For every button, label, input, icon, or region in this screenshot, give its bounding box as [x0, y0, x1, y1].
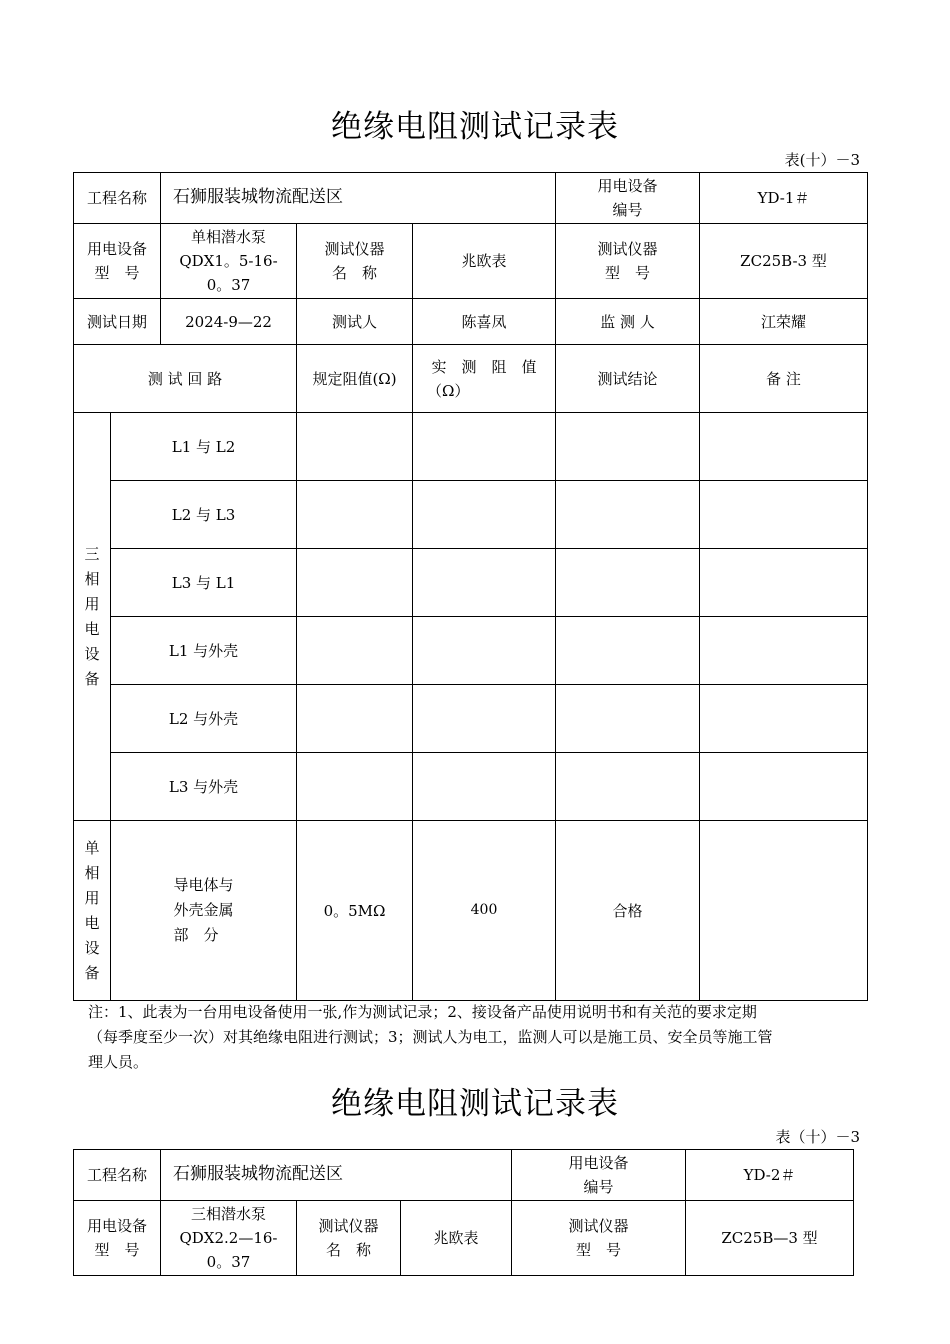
- table-row: [74, 481, 868, 549]
- header-measured-resistance: [413, 345, 556, 413]
- actual-cell: [413, 617, 556, 685]
- equipment-no-label: [556, 173, 700, 224]
- row-project: [74, 173, 868, 224]
- equipment-model-line3: 0。37: [206, 1253, 251, 1271]
- instrument-name-value: 兆欧表: [413, 224, 556, 299]
- circuit-cell: [111, 821, 297, 1001]
- instrument-name-label-line1: 测试仪器: [324, 240, 385, 258]
- page-title: 绝缘电阻测试记录表: [331, 109, 619, 145]
- spec-cell: [297, 685, 413, 753]
- equipment-model-value: [161, 1201, 297, 1276]
- single-circuit-line3: 部 分: [173, 926, 219, 944]
- conclusion-cell: [556, 413, 700, 481]
- actual-cell: [413, 753, 556, 821]
- conclusion-cell: [556, 617, 700, 685]
- footnote: [88, 1000, 868, 1075]
- instrument-model-label: [512, 1201, 686, 1276]
- instrument-name-label: [297, 1201, 401, 1276]
- form-reference-2: 表（十）－3: [775, 1128, 860, 1146]
- equipment-no-label-line1: 用电设备: [568, 1154, 629, 1172]
- instrument-name-label-line1: 测试仪器: [318, 1217, 379, 1235]
- footnote-line3: 理人员。: [88, 1053, 149, 1071]
- vertical-char: 相: [84, 569, 100, 588]
- actual-cell: [413, 549, 556, 617]
- header-measured-line1: 实 测 阻 值: [431, 357, 537, 376]
- vertical-char: 用: [84, 594, 100, 613]
- page-title-2: 绝缘电阻测试记录表: [331, 1086, 619, 1122]
- instrument-model-value: ZC25B—3 型: [686, 1201, 854, 1276]
- insulation-test-table: [73, 172, 868, 1001]
- vertical-char: 备: [84, 963, 100, 982]
- vertical-char: 三: [84, 544, 100, 563]
- test-date-label: 测试日期: [74, 299, 161, 345]
- table-row: [74, 753, 868, 821]
- project-value: 石狮服装城物流配送区: [161, 1150, 512, 1201]
- instrument-name-label: [297, 224, 413, 299]
- row-model: [74, 224, 868, 299]
- equipment-model-value: [161, 224, 297, 299]
- header-remark: 备 注: [700, 345, 868, 413]
- single-phase-group-label: [74, 821, 111, 1001]
- table-row: [74, 549, 868, 617]
- table-row: [74, 413, 868, 481]
- circuit-cell: L1 与外壳: [111, 617, 297, 685]
- equipment-model-line2: QDX2.2—16-: [179, 1229, 278, 1247]
- insulation-test-table-2: [73, 1149, 854, 1276]
- circuit-cell: L3 与 L1: [111, 549, 297, 617]
- monitor-value: 江荣耀: [700, 299, 868, 345]
- conclusion-cell: [556, 481, 700, 549]
- table-row: [74, 685, 868, 753]
- remark-cell: [700, 753, 868, 821]
- instrument-model-label-line1: 测试仪器: [568, 1217, 629, 1235]
- remark-cell: [700, 549, 868, 617]
- header-conclusion: 测试结论: [556, 345, 700, 413]
- instrument-model-label-line1: 测试仪器: [597, 240, 658, 258]
- equipment-model-label-line1: 用电设备: [86, 1217, 147, 1235]
- vertical-char: 设: [84, 644, 100, 663]
- vertical-char: 单: [84, 838, 100, 857]
- remark-cell: [700, 481, 868, 549]
- table-row: [74, 821, 868, 1001]
- equipment-model-label-line1: 用电设备: [87, 240, 148, 258]
- equipment-no-value: YD-1＃: [700, 173, 868, 224]
- equipment-model-label: [74, 224, 161, 299]
- header-measured-line2: （Ω）: [427, 381, 470, 400]
- project-value: 石狮服装城物流配送区: [161, 173, 556, 224]
- equipment-model-line1: 单相潜水泵: [191, 228, 267, 246]
- vertical-char: 相: [84, 863, 100, 882]
- conclusion-cell: [556, 753, 700, 821]
- circuit-cell: L2 与 L3: [111, 481, 297, 549]
- table-row: [74, 617, 868, 685]
- conclusion-cell: 合格: [556, 821, 700, 1001]
- row-project: [74, 1150, 854, 1201]
- vertical-char: 电: [84, 619, 100, 638]
- equipment-no-value: YD-2＃: [686, 1150, 854, 1201]
- conclusion-cell: [556, 549, 700, 617]
- equipment-no-label-line2: 编号: [612, 201, 643, 219]
- tester-value: 陈喜凤: [413, 299, 556, 345]
- form-reference: 表(十）－3: [784, 151, 860, 169]
- equipment-model-line2: QDX1。5-16-: [179, 252, 278, 270]
- single-circuit-line1: 导电体与: [173, 876, 234, 894]
- spec-cell: [297, 413, 413, 481]
- instrument-model-label-line2: 型 号: [605, 264, 651, 282]
- instrument-model-label-line2: 型 号: [575, 1241, 621, 1259]
- vertical-char: 电: [84, 913, 100, 932]
- instrument-name-label-line2: 名 称: [332, 264, 378, 282]
- equipment-model-line1: 三相潜水泵: [190, 1205, 266, 1223]
- vertical-char: 设: [84, 938, 100, 957]
- equipment-model-label-line2: 型 号: [94, 264, 140, 282]
- spec-cell: [297, 549, 413, 617]
- equipment-no-label-line1: 用电设备: [597, 177, 658, 195]
- row-column-headers: [74, 345, 868, 413]
- spec-cell: [297, 617, 413, 685]
- remark-cell: [700, 617, 868, 685]
- three-phase-group-label: [74, 413, 111, 821]
- actual-cell: [413, 481, 556, 549]
- instrument-model-label: [556, 224, 700, 299]
- equipment-model-label: [74, 1201, 161, 1276]
- instrument-model-value: ZC25B-3 型: [700, 224, 868, 299]
- vertical-char: 备: [84, 669, 100, 688]
- spec-cell: [297, 753, 413, 821]
- footnote-line1: 注：1、此表为一台用电设备使用一张,作为测试记录；2、接设备产品使用说明书和有关范的要求定期: [88, 1003, 757, 1021]
- equipment-model-line3: 0。37: [206, 276, 251, 294]
- equipment-model-label-line2: 型 号: [94, 1241, 140, 1259]
- tester-label: 测试人: [297, 299, 413, 345]
- row-model: [74, 1201, 854, 1276]
- circuit-cell: L2 与外壳: [111, 685, 297, 753]
- header-test-circuit: 测 试 回 路: [74, 345, 297, 413]
- instrument-name-value: 兆欧表: [401, 1201, 512, 1276]
- project-label: 工程名称: [74, 173, 161, 224]
- monitor-label: 监 测 人: [556, 299, 700, 345]
- remark-cell: [700, 821, 868, 1001]
- spec-cell: 0。5MΩ: [297, 821, 413, 1001]
- actual-cell: [413, 413, 556, 481]
- project-label: 工程名称: [74, 1150, 161, 1201]
- circuit-cell: L3 与外壳: [111, 753, 297, 821]
- test-date-value: 2024-9—22: [161, 299, 297, 345]
- spec-cell: [297, 481, 413, 549]
- remark-cell: [700, 413, 868, 481]
- circuit-cell: L1 与 L2: [111, 413, 297, 481]
- instrument-name-label-line2: 名 称: [325, 1241, 371, 1259]
- remark-cell: [700, 685, 868, 753]
- vertical-char: 用: [84, 888, 100, 907]
- actual-cell: [413, 685, 556, 753]
- row-date: [74, 299, 868, 345]
- header-specified-resistance: 规定阻值(Ω): [297, 345, 413, 413]
- footnote-line2: （每季度至少一次）对其绝缘电阻进行测试；3；测试人为电工，监测人可以是施工员、安全员等施工管: [88, 1028, 773, 1046]
- single-circuit-line2: 外壳金属: [173, 901, 234, 919]
- equipment-no-label: [512, 1150, 686, 1201]
- conclusion-cell: [556, 685, 700, 753]
- actual-cell: 400: [413, 821, 556, 1001]
- equipment-no-label-line2: 编号: [583, 1178, 614, 1196]
